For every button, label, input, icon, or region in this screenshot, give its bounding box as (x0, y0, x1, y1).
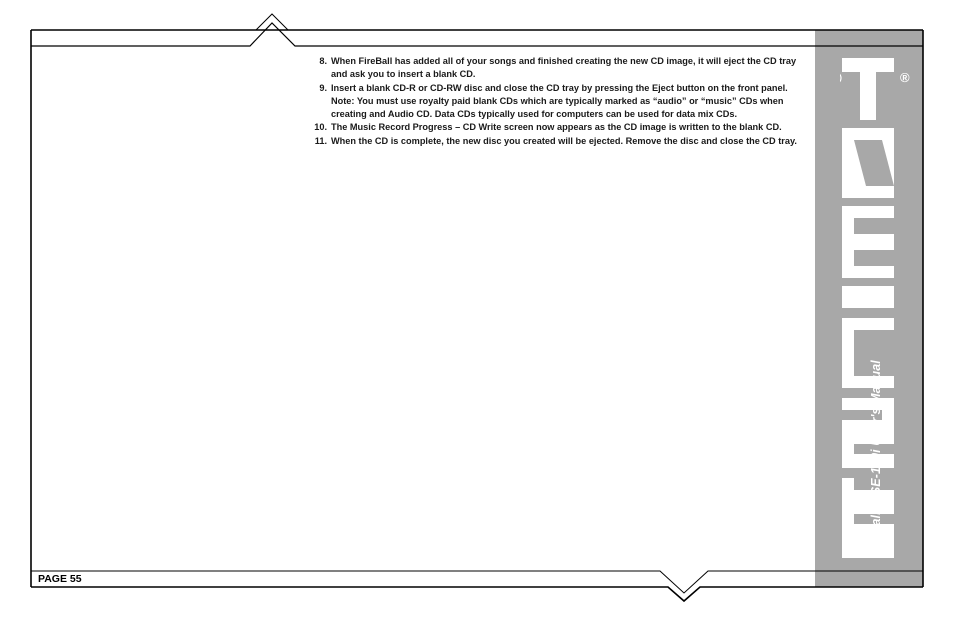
step-number: 11. (314, 135, 327, 146)
top-notch-outline (256, 14, 288, 30)
manual-subtitle: FireBall™ SE-160i User's Manual (869, 360, 883, 558)
page-number: PAGE 55 (38, 573, 82, 585)
step-text: When the CD is complete, the new disc you created will be ejected. Remove the disc and close the CD tray. (331, 135, 797, 146)
list-item (306, 82, 806, 122)
step-text: When FireBall has added all of your songs and finished creating the new CD image, it will eject the CD tray and ask you to insert a blank CD. (331, 56, 797, 80)
step-number: 10. (314, 122, 327, 133)
list-item (306, 121, 806, 134)
list-item (306, 135, 806, 148)
step-number: 9. (319, 82, 327, 93)
bottom-border (31, 587, 923, 601)
registered-circle (840, 72, 841, 84)
step-text: Insert a blank CD-R or CD-RW disc and close the CD tray by pressing the Eject button on the front panel. Note: You must use royalty paid blank CDs which are typically marked as “audio” or “music” CDs when creating and Audio CD. Data CDs typically used for computers can be used for data mix CDs. (331, 82, 788, 120)
bottom-notch-outline (31, 571, 923, 593)
registered-mark: ® (900, 70, 910, 85)
step-text: The Music Record Progress – CD Write screen now appears as the CD image is written to the blank CD. (331, 122, 782, 133)
top-border (31, 23, 923, 46)
step-number: 8. (319, 56, 327, 66)
steps-list (306, 55, 806, 148)
list-item (306, 55, 806, 82)
